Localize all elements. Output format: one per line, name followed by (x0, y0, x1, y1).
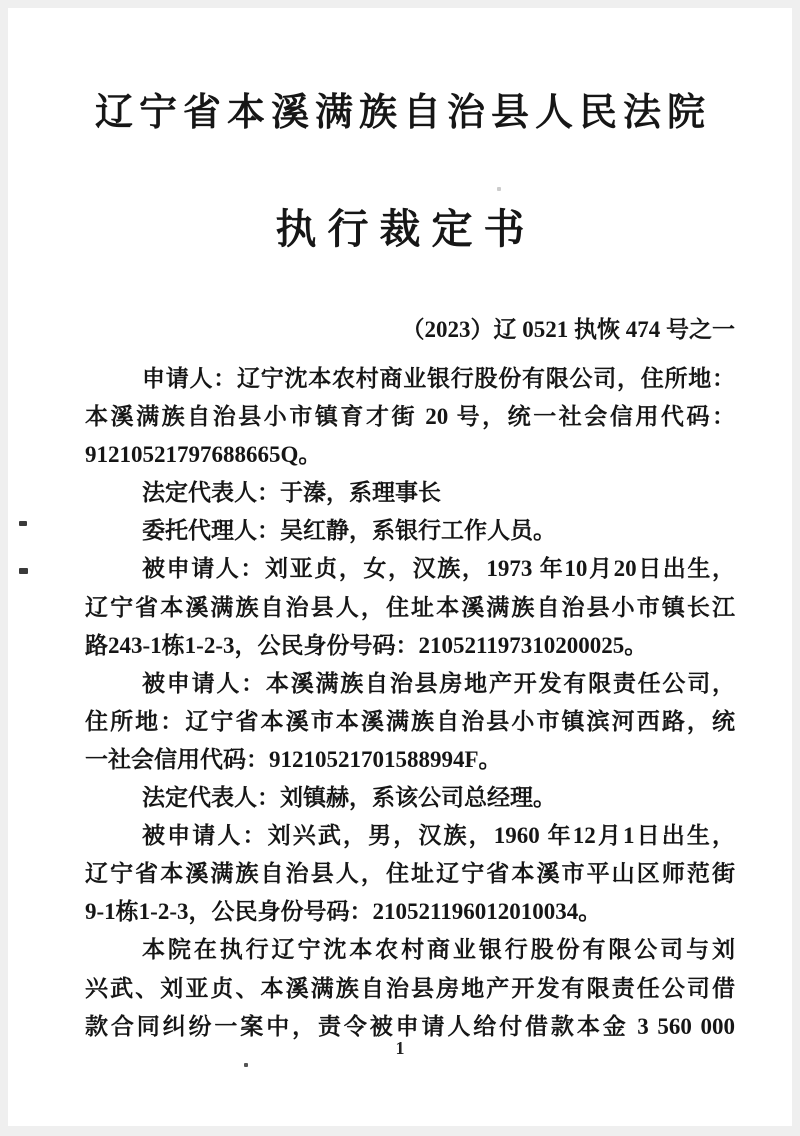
scan-artifact (497, 187, 501, 191)
body-line: 申请人：辽宁沈本农村商业银行股份有限公司，住所地： (142, 366, 735, 391)
document-page (8, 8, 792, 1126)
body-line: 被申请人：刘亚贞，女，汉族，1973 年10月20日出生， (142, 556, 735, 582)
body-line: 住所地：辽宁省本溪市本溪满族自治县小市镇滨河西路，统 (85, 708, 735, 734)
body-line: 辽宁省本溪满族自治县人，住址辽宁省本溪市平山区师范街 (85, 861, 735, 887)
scan-artifact (19, 521, 27, 526)
body-line: 兴武、刘亚贞、本溪满族自治县房地产开发有限责任公司借 (85, 975, 735, 1001)
body-line: 款合同纠纷一案中，责令被申请人给付借款本金 3 560 000 (85, 1013, 735, 1039)
page-number: 1 (395, 1038, 405, 1058)
document-body (85, 360, 735, 1046)
body-line: 91210521797688665Q。 (85, 442, 322, 468)
body-line: 法定代表人：于溱，系理事长 (142, 480, 441, 506)
body-line: 9-1栋1-2-3，公民身份号码：210521196012010034。 (85, 899, 602, 925)
body-line: 辽宁省本溪满族自治县人，住址本溪满族自治县小市镇长江 (85, 594, 735, 620)
body-line: 被申请人：刘兴武，男，汉族，1960 年12月1日出生， (142, 823, 735, 849)
body-line: 本溪满族自治县小市镇育才街 20 号，统一社会信用代码： (85, 404, 735, 430)
body-line: 委托代理人：吴红静，系银行工作人员。 (142, 518, 556, 544)
body-line: 本院在执行辽宁沈本农村商业银行股份有限公司与刘 (142, 937, 735, 963)
court-name: 辽宁省本溪满族自治县人民法院 (94, 92, 711, 134)
case-number: （2023）辽 0521 执恢 474 号之一 (401, 317, 735, 342)
scan-artifact (19, 568, 28, 574)
scan-artifact (244, 1063, 248, 1067)
body-line: 路243-1栋1-2-3，公民身份号码：210521197310200025。 (85, 632, 648, 658)
body-line: 被申请人：本溪满族自治县房地产开发有限责任公司， (142, 670, 735, 696)
document-title: 执行裁定书 (275, 206, 536, 252)
body-line: 一社会信用代码：91210521701588994F。 (85, 746, 502, 772)
body-line: 法定代表人：刘镇赫，系该公司总经理。 (142, 785, 556, 811)
